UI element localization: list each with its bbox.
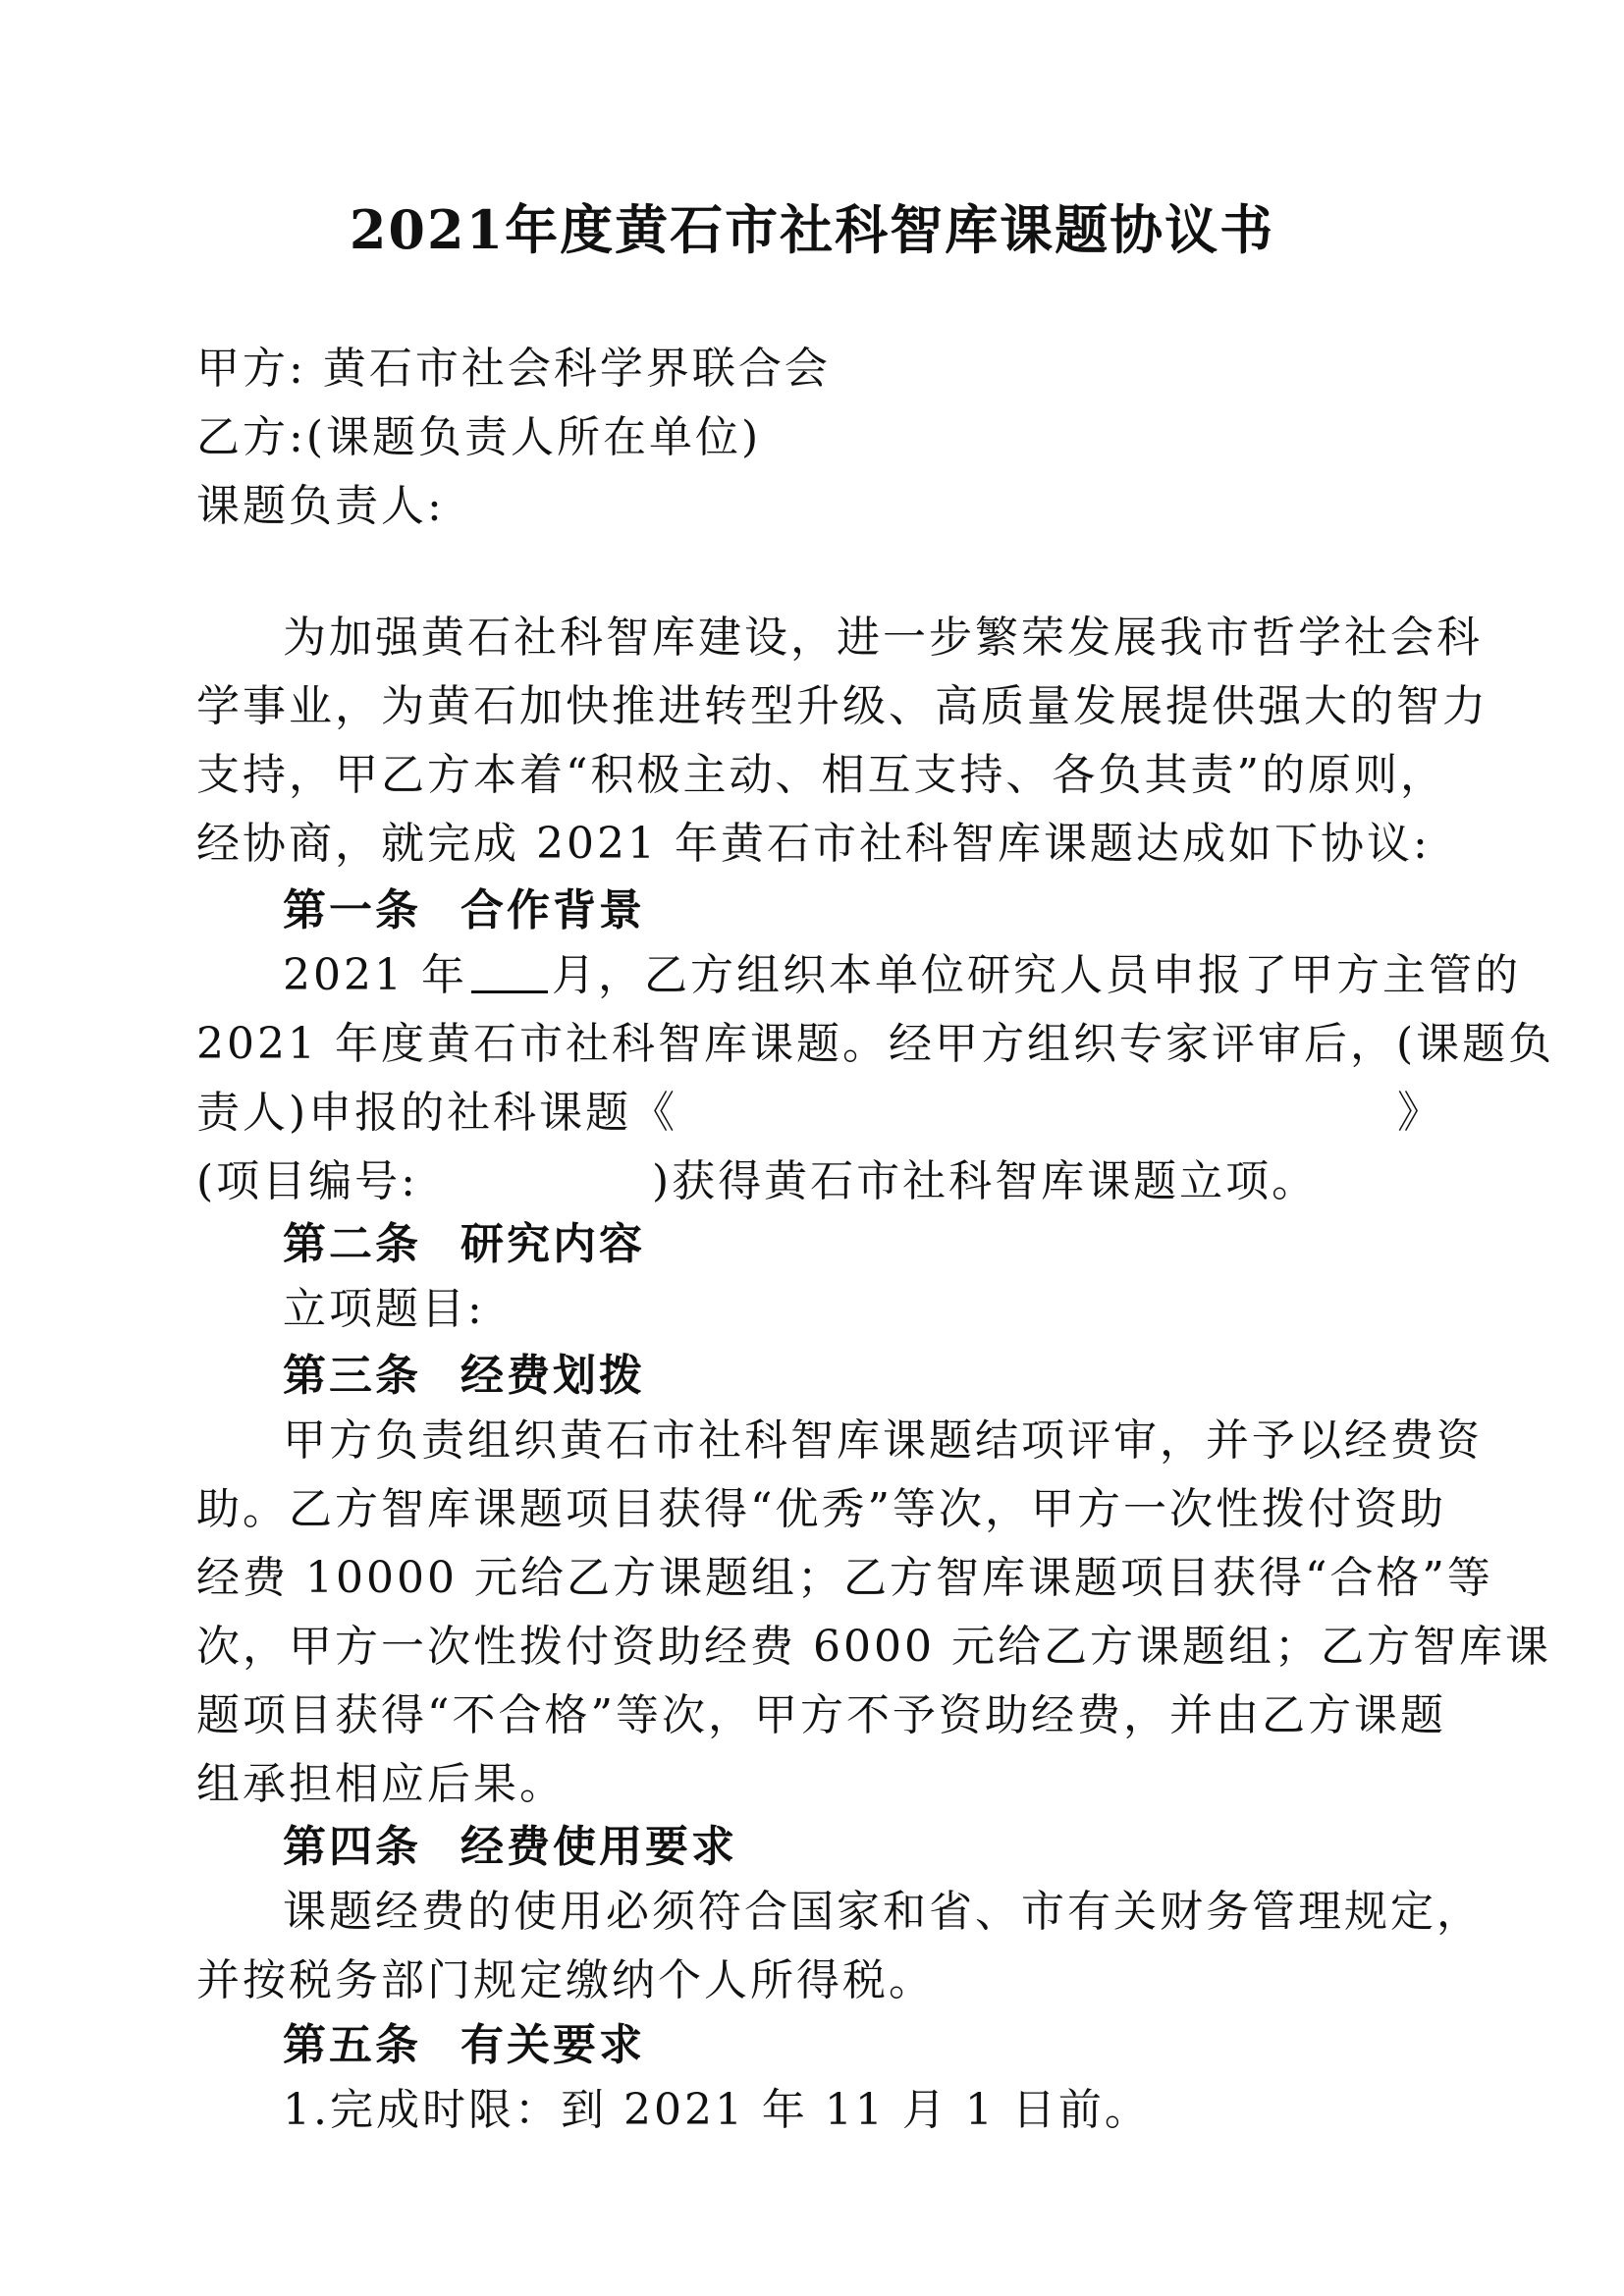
party-b-line (196, 406, 1443, 469)
section-name: 经费划拨 (460, 1351, 645, 1401)
section-name: 研究内容 (460, 1219, 645, 1269)
section-4-line: 并按税务部门规定缴纳个人所得税。 (196, 1955, 935, 2005)
section-number: 第三条 (283, 1351, 421, 1401)
party-b-value: (课题负责人所在单位) (305, 412, 762, 462)
section-3-heading (283, 1345, 1530, 1408)
intro-line: 支持，甲乙方本着“积极主动、相互支持、各负其责”的原则， (196, 750, 1446, 800)
section-3-line: 题项目获得“不合格”等次，甲方不予资助经费，并由乙方课题 (196, 1690, 1446, 1740)
section-1-line (196, 1150, 1443, 1213)
line-text: 责人)申报的社科课题《 (196, 1088, 678, 1138)
section-number: 第四条 (283, 1822, 421, 1872)
section-3-line: 组承担相应后果。 (196, 1759, 566, 1809)
section-number: 第二条 (283, 1219, 421, 1269)
section-name: 合作背景 (460, 885, 645, 935)
month-blank (471, 951, 548, 993)
section-5-line: 1.完成时限：到 2021 年 11 月 1 日前。 (283, 2085, 1151, 2135)
section-5-heading (283, 2014, 1530, 2077)
document-title: 2021年度黄石市社科智库课题协议书 (349, 198, 1275, 261)
section-number: 第一条 (283, 885, 421, 935)
section-2-line: 立项题目: (283, 1284, 485, 1334)
party-a-label: 甲方: (196, 344, 306, 394)
line-text: )获得黄石市社科智库课题立项。 (652, 1156, 1319, 1206)
title-close-quote: 》 (1397, 1088, 1443, 1138)
section-3-line: 助。乙方智库课题项目获得“优秀”等次，甲方一次性拨付资助 (196, 1484, 1446, 1534)
intro-line: 经协商，就完成 2021 年黄石市社科智库课题达成如下协议: (196, 819, 1431, 869)
section-4-heading (283, 1816, 1530, 1879)
section-number: 第五条 (283, 2020, 421, 2070)
section-2-heading (283, 1213, 1530, 1276)
section-3-line: 甲方负责组织黄石市社科智库课题结项评审，并予以经费资 (283, 1415, 1483, 1466)
year-text: 2021 年 (283, 950, 467, 1000)
section-3-line: 次，甲方一次性拨付资助经费 6000 元给乙方课题组；乙方智库课 (196, 1622, 1551, 1672)
party-b-label: 乙方: (196, 412, 306, 462)
section-3-line: 经费 10000 元给乙方课题组；乙方智库课题项目获得“合格”等 (196, 1553, 1493, 1603)
intro-line: 为加强黄石社科智库建设，进一步繁荣发展我市哲学社会科 (283, 613, 1483, 663)
line-text: 月，乙方组织本单位研究人员申报了甲方主管的 (551, 950, 1521, 1000)
section-name: 经费使用要求 (460, 1822, 737, 1872)
party-a-value: 黄石市社会科学界联合会 (322, 344, 831, 394)
section-1-heading (283, 880, 1530, 942)
section-name: 有关要求 (460, 2020, 645, 2070)
section-1-line: 2021 年度黄石市社科智库课题。经甲方组织专家评审后，(课题负 (196, 1019, 1555, 1069)
project-number-label: (项目编号: (196, 1156, 418, 1206)
intro-line: 学事业，为黄石加快推进转型升级、高质量发展提供强大的智力 (196, 681, 1489, 731)
section-4-line: 课题经费的使用必须符合国家和省、市有关财务管理规定， (283, 1887, 1483, 1937)
section-1-line (196, 1082, 1443, 1145)
party-a-line (196, 338, 1443, 400)
section-1-line (283, 944, 1530, 1007)
leader-line: 课题负责人: (196, 481, 445, 531)
